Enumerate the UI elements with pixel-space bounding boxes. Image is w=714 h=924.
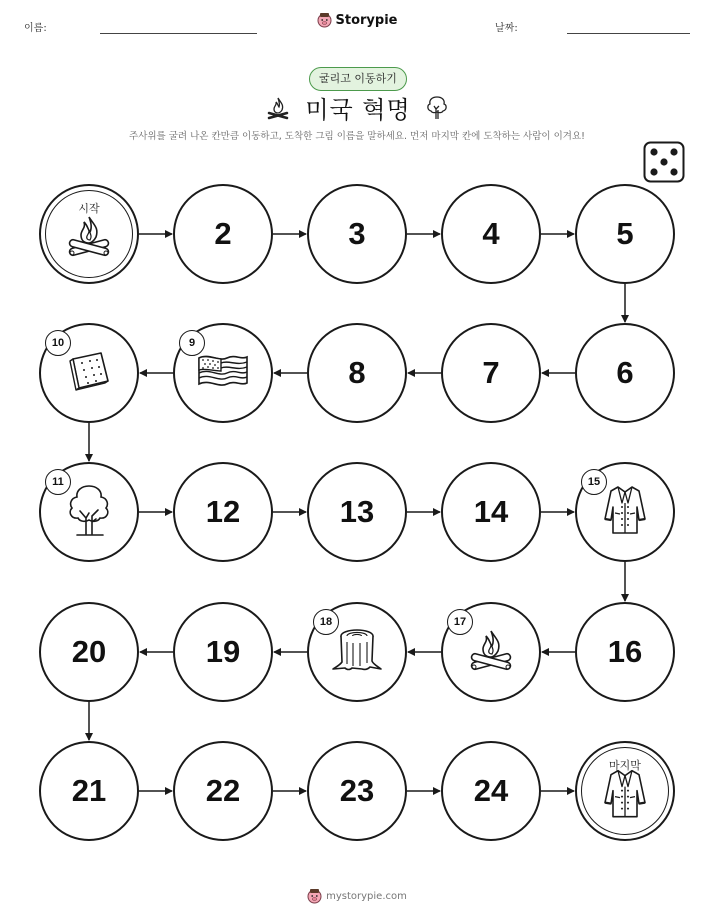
space-number-badge: 11 [45, 469, 71, 495]
board-space-5[interactable] [575, 184, 675, 284]
board-space-24[interactable] [441, 741, 541, 841]
board-space-12[interactable] [173, 462, 273, 562]
board-space-16[interactable] [575, 602, 675, 702]
footer-site[interactable]: mystorypie.com [326, 890, 407, 902]
board-space-19[interactable] [173, 602, 273, 702]
space-number: 24 [473, 773, 509, 808]
space-number-badge: 10 [45, 330, 71, 356]
space-number: 4 [482, 216, 500, 251]
board-space-17[interactable] [441, 602, 541, 702]
finish-label: 마지막 [609, 759, 641, 772]
space-number: 19 [205, 634, 241, 669]
colonial-coat-icon [603, 767, 647, 825]
board-space-10[interactable] [39, 323, 139, 423]
space-number: 3 [348, 216, 366, 251]
board-space-22[interactable] [173, 741, 273, 841]
space-number: 13 [339, 494, 375, 529]
space-number: 7 [482, 355, 500, 390]
space-number: 16 [607, 634, 643, 669]
campfire-icon [64, 213, 114, 263]
space-number: 2 [214, 216, 232, 251]
board-space-15[interactable] [575, 462, 675, 562]
space-number-badge: 15 [581, 469, 607, 495]
space-number: 23 [339, 773, 375, 808]
board-space-14[interactable] [441, 462, 541, 562]
colonial-coat-icon [603, 483, 647, 541]
board-space-4[interactable] [441, 184, 541, 284]
tree-stump-icon [330, 626, 384, 678]
date-label: 날짜: [495, 23, 518, 34]
pig-mascot-icon [307, 888, 322, 904]
space-number-badge: 17 [447, 609, 473, 635]
board-space-2[interactable] [173, 184, 273, 284]
board-space-13[interactable] [307, 462, 407, 562]
campfire-icon [466, 627, 516, 677]
space-number: 20 [71, 634, 107, 669]
space-number: 22 [205, 773, 241, 808]
board-space-20[interactable] [39, 602, 139, 702]
start-space[interactable] [39, 184, 139, 284]
space-number-badge: 9 [179, 330, 205, 356]
footer [0, 888, 714, 904]
american-flag-icon [195, 350, 251, 396]
brand-name: Storypie [335, 12, 398, 28]
space-number-badge: 18 [313, 609, 339, 635]
board-space-21[interactable] [39, 741, 139, 841]
board-space-23[interactable] [307, 741, 407, 841]
board-space-18[interactable] [307, 602, 407, 702]
board-space-8[interactable] [307, 323, 407, 423]
space-number: 12 [205, 494, 241, 529]
space-number: 6 [616, 355, 634, 390]
space-number: 5 [616, 216, 634, 251]
hardtack-cracker-icon [64, 347, 114, 399]
name-label: 이름: [24, 23, 47, 34]
game-tag: 굴리고 이동하기 [309, 67, 407, 91]
board-space-11[interactable] [39, 462, 139, 562]
space-number: 14 [473, 494, 509, 529]
space-number: 8 [348, 355, 366, 390]
board-space-3[interactable] [307, 184, 407, 284]
finish-space[interactable] [575, 741, 675, 841]
instructions: 주사위를 굴려 나온 칸만큼 이동하고, 도착한 그림 이름을 말하세요. 먼저 마지막 칸에 도착하는 사람이 이겨요! [129, 131, 585, 142]
board-space-7[interactable] [441, 323, 541, 423]
space-number: 21 [71, 773, 107, 808]
board-space-6[interactable] [575, 323, 675, 423]
game-title: 미국 혁명 [305, 96, 411, 124]
tree-icon [63, 482, 115, 542]
board-space-9[interactable] [173, 323, 273, 423]
start-label: 시작 [78, 202, 100, 215]
